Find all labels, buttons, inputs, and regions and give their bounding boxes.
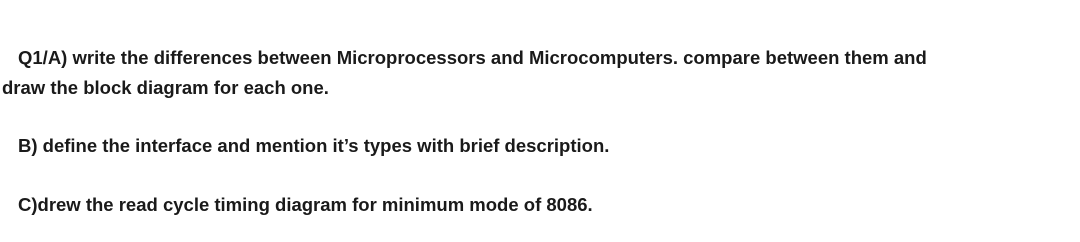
- question-a-text-line-1: Q1/A) write the differences between Microprocessors and Microcomputers. compare between them and: [18, 47, 927, 68]
- question-c-text: C)drew the read cycle timing diagram for minimum mode of 8086.: [18, 194, 593, 215]
- question-a-text-line-2: draw the block diagram for each one.: [2, 77, 329, 98]
- question-b-text: B) define the interface and mention it’s types with brief description.: [18, 135, 610, 156]
